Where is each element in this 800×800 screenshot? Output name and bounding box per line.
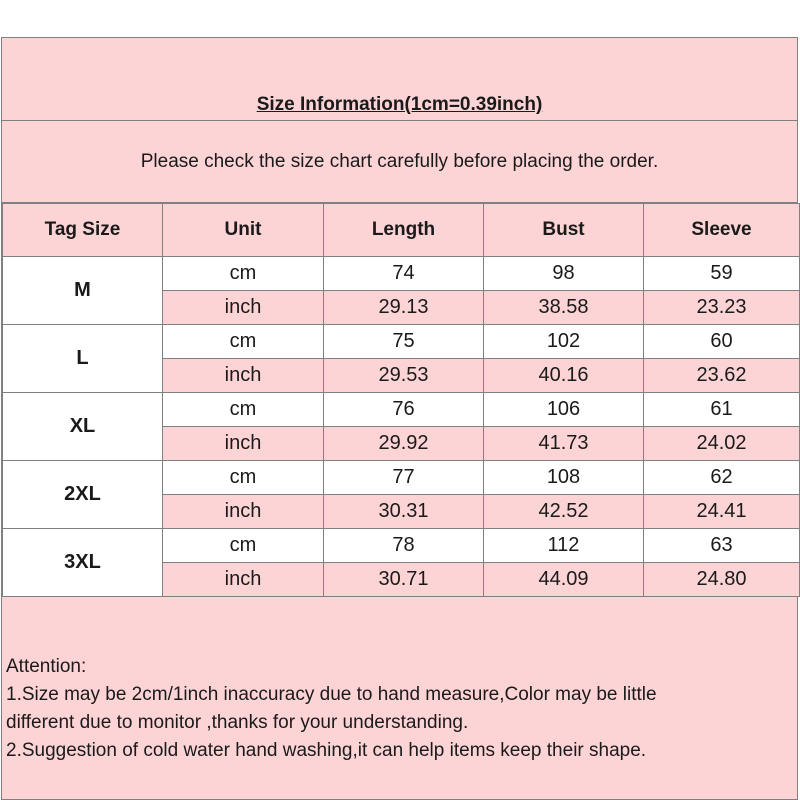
- tag-size-cell: L: [3, 325, 163, 393]
- bust-cell: 41.73: [484, 427, 644, 461]
- tag-size-cell: 2XL: [3, 461, 163, 529]
- notice-row: [2, 121, 797, 203]
- unit-cell: inch: [163, 359, 324, 393]
- sleeve-cell: 63: [644, 529, 800, 563]
- header-tag-size: Tag Size: [3, 204, 163, 257]
- sleeve-cell: 61: [644, 393, 800, 427]
- unit-cell: inch: [163, 427, 324, 461]
- sleeve-cell: 24.80: [644, 563, 800, 597]
- length-cell: 30.71: [324, 563, 484, 597]
- bust-cell: 44.09: [484, 563, 644, 597]
- unit-cell: cm: [163, 529, 324, 563]
- header-bust: Bust: [484, 204, 644, 257]
- size-chart-panel: [1, 37, 798, 800]
- attention-line: different due to monitor ,thanks for your understanding.: [6, 712, 469, 733]
- unit-cell: inch: [163, 495, 324, 529]
- page-title: Size Information(1cm=0.39inch): [256, 94, 543, 115]
- length-cell: 77: [324, 461, 484, 495]
- bust-cell: 106: [484, 393, 644, 427]
- unit-cell: cm: [163, 325, 324, 359]
- header-sleeve: Sleeve: [644, 204, 800, 257]
- length-cell: 29.13: [324, 291, 484, 325]
- header-length: Length: [324, 204, 484, 257]
- sleeve-cell: 23.23: [644, 291, 800, 325]
- unit-cell: cm: [163, 461, 324, 495]
- tag-size-cell: M: [3, 257, 163, 325]
- size-chart-sheet: [0, 37, 800, 800]
- bust-cell: 40.16: [484, 359, 644, 393]
- attention-heading: Attention:: [6, 656, 87, 677]
- length-cell: 78: [324, 529, 484, 563]
- unit-cell: cm: [163, 257, 324, 291]
- sleeve-cell: 62: [644, 461, 800, 495]
- bust-cell: 38.58: [484, 291, 644, 325]
- sleeve-cell: 23.62: [644, 359, 800, 393]
- table-row: [3, 461, 800, 495]
- tag-size-cell: 3XL: [3, 529, 163, 597]
- header-unit: Unit: [163, 204, 324, 257]
- sleeve-cell: 60: [644, 325, 800, 359]
- tag-size-cell: XL: [3, 393, 163, 461]
- length-cell: 29.53: [324, 359, 484, 393]
- length-cell: 76: [324, 393, 484, 427]
- sleeve-cell: 59: [644, 257, 800, 291]
- bust-cell: 108: [484, 461, 644, 495]
- bust-cell: 98: [484, 257, 644, 291]
- table-header-row: [3, 204, 800, 257]
- bust-cell: 42.52: [484, 495, 644, 529]
- length-cell: 30.31: [324, 495, 484, 529]
- unit-cell: inch: [163, 563, 324, 597]
- attention-line: 1.Size may be 2cm/1inch inaccuracy due to hand measure,Color may be little: [6, 684, 657, 705]
- table-row: [3, 257, 800, 291]
- bust-cell: 112: [484, 529, 644, 563]
- length-cell: 74: [324, 257, 484, 291]
- attention-block: [6, 653, 796, 765]
- sleeve-cell: 24.02: [644, 427, 800, 461]
- attention-line: 2.Suggestion of cold water hand washing,it can help items keep their shape.: [6, 740, 647, 761]
- bust-cell: 102: [484, 325, 644, 359]
- notice-text: Please check the size chart carefully before placing the order.: [140, 151, 659, 172]
- unit-cell: cm: [163, 393, 324, 427]
- table-row: [3, 393, 800, 427]
- sleeve-cell: 24.41: [644, 495, 800, 529]
- length-cell: 75: [324, 325, 484, 359]
- table-row: [3, 325, 800, 359]
- length-cell: 29.92: [324, 427, 484, 461]
- unit-cell: inch: [163, 291, 324, 325]
- table-row: [3, 529, 800, 563]
- size-table: [2, 203, 800, 597]
- title-row: [2, 38, 797, 121]
